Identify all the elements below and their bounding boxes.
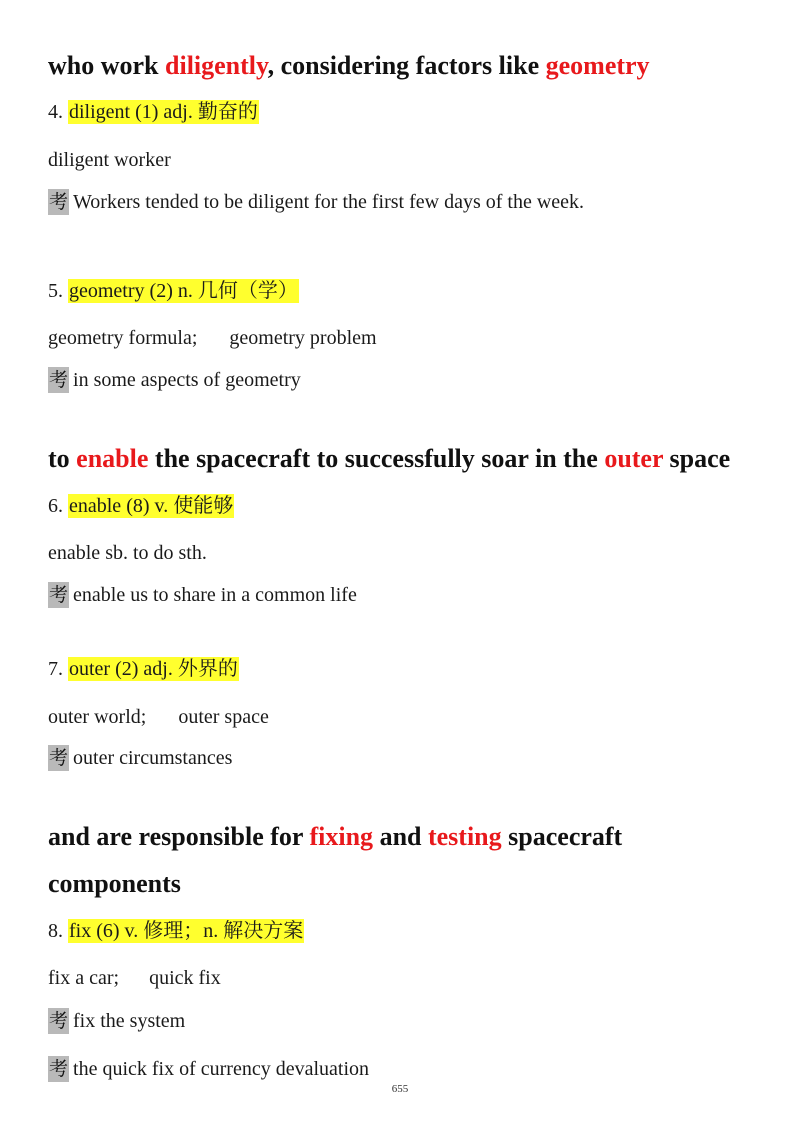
page-number: 655 [391,1083,409,1095]
exam-badge-icon: 考 [49,1010,69,1032]
keyword-enable: enable [76,444,149,473]
keyword-geometry: geometry [545,51,650,80]
entry-6-phrase: enable sb. to do sth. [48,542,207,564]
section-heading-2: to enable the spacecraft to successfully soar in the outer space [48,444,731,473]
keyword-diligently: diligently [165,51,268,80]
entry-5-highlight: geometry (2) n. 几何（学） [69,280,298,302]
keyword-testing: testing [427,822,502,851]
entry-7-exam: 考 outer circumstances [49,747,233,769]
exam-badge-icon: 考 [49,191,69,213]
entry-7-highlight: outer (2) adj. 外界的 [69,658,238,680]
entry-5-exam: 考 in some aspects of geometry [49,369,301,391]
keyword-fixing: fixing [309,822,374,851]
entry-8-phrases: fix a car; quick fix [48,967,221,989]
entry-8-exam-2: 考 the quick fix of currency devaluation [49,1058,370,1080]
exam-badge-icon: 考 [49,1058,69,1080]
section-heading-3-line-2: components [48,869,181,898]
entry-4-headword: 4. diligent (1) adj. 勤奋的 [48,101,258,123]
entry-6-headword: 6. enable (8) v. 使能够 [48,495,234,517]
entry-7-phrases: outer world; outer space [48,706,269,728]
entry-5-headword: 5. geometry (2) n. 几何（学） [48,280,298,302]
entry-4-highlight: diligent (1) adj. 勤奋的 [69,101,258,123]
entry-4-phrase: diligent worker [48,149,171,171]
keyword-outer: outer [604,444,664,473]
entry-8-exam-1: 考 fix the system [49,1010,186,1032]
exam-badge-icon: 考 [49,369,69,391]
entry-6-highlight: enable (8) v. 使能够 [69,495,234,517]
entry-5-phrases: geometry formula; geometry problem [48,327,377,349]
entry-8-headword: 8. fix (6) v. 修理；n. 解决方案 [48,920,304,942]
entry-7-headword: 7. outer (2) adj. 外界的 [48,658,238,680]
entry-8-highlight: fix (6) v. 修理；n. 解决方案 [69,920,304,942]
exam-badge-icon: 考 [49,747,69,769]
entry-4-exam: 考 Workers tended to be diligent for the first few days of the week. [49,191,585,213]
section-heading-3: and are responsible for fixing and testing spacecraft [48,822,623,851]
exam-badge-icon: 考 [49,584,69,606]
entry-6-exam: 考 enable us to share in a common life [49,584,357,606]
section-heading-1: who work diligently, considering factors like geometry [48,51,650,80]
